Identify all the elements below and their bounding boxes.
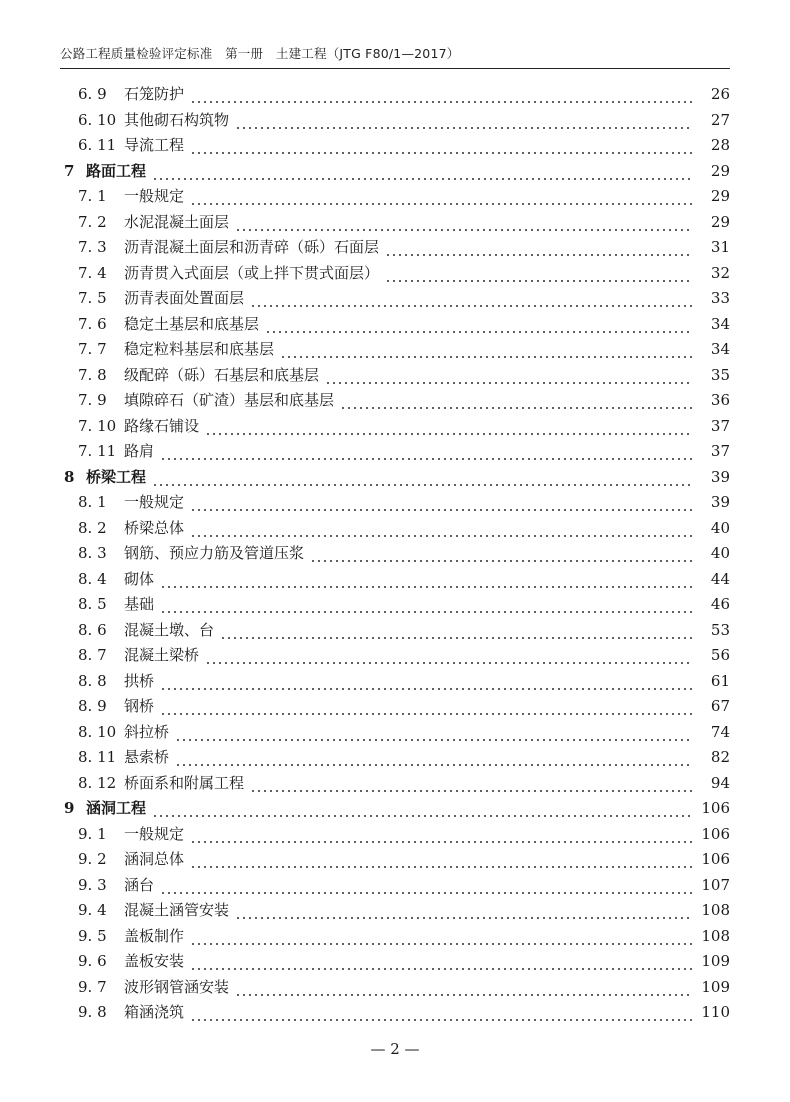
dot-leader xyxy=(250,771,692,797)
toc-entry-page: 94 xyxy=(710,773,730,792)
toc-section-entry[interactable] xyxy=(60,490,730,516)
toc-entry-number: 9. 8 xyxy=(78,1003,107,1021)
toc-section-entry[interactable] xyxy=(60,184,730,210)
toc-entry-number: 7. 3 xyxy=(78,238,107,256)
toc-section-entry[interactable] xyxy=(60,847,730,873)
toc-entry-number: 7. 11 xyxy=(78,442,117,460)
toc-entry-title: 石笼防护 xyxy=(124,85,185,103)
dot-leader xyxy=(175,745,692,771)
toc-section-entry[interactable] xyxy=(60,924,730,950)
toc-entry-title: 导流工程 xyxy=(124,136,185,154)
toc-entry-title: 一般规定 xyxy=(124,187,185,205)
toc-entry-page: 33 xyxy=(710,289,730,307)
toc-entry-page: 110 xyxy=(701,1003,730,1021)
toc-section-entry[interactable] xyxy=(60,694,730,720)
toc-entry-title: 混凝土梁桥 xyxy=(124,646,200,664)
toc-entry-page: 29 xyxy=(710,187,730,205)
dot-leader xyxy=(250,286,692,312)
toc-entry-page: 108 xyxy=(701,926,730,945)
toc-section-entry[interactable] xyxy=(60,516,730,542)
dot-leader xyxy=(235,108,692,134)
toc-section-entry[interactable] xyxy=(60,388,730,414)
toc-entry-page: 109 xyxy=(701,977,730,996)
dot-leader xyxy=(385,261,692,287)
toc-entry-title: 桥梁总体 xyxy=(124,518,185,537)
toc-section-entry[interactable] xyxy=(60,82,730,108)
toc-entry-number: 7. 9 xyxy=(78,391,107,409)
toc-entry-page: 34 xyxy=(710,314,730,333)
dot-leader xyxy=(265,312,692,338)
toc-entry-title: 斜拉桥 xyxy=(124,722,170,741)
toc-entry-title: 其他砌石构筑物 xyxy=(124,110,230,129)
dot-leader xyxy=(152,159,692,185)
toc-entry-title: 箱涵浇筑 xyxy=(124,1003,185,1021)
toc-entry-page: 35 xyxy=(710,365,730,384)
toc-entry-page: 26 xyxy=(710,85,730,103)
toc-section-entry[interactable] xyxy=(60,949,730,975)
dot-leader xyxy=(235,975,692,1001)
toc-entry-title: 级配碎（砾）石基层和底基层 xyxy=(124,365,320,384)
toc-section-entry[interactable] xyxy=(60,771,730,797)
toc-section-entry[interactable] xyxy=(60,873,730,899)
toc-entry-number: 8 xyxy=(64,467,75,486)
toc-entry-page: 37 xyxy=(710,416,730,435)
toc-entry-number: 7. 4 xyxy=(78,263,107,282)
toc-entry-number: 9. 6 xyxy=(78,952,107,970)
toc-entry-page: 44 xyxy=(710,569,730,588)
toc-entry-page: 31 xyxy=(710,238,730,256)
toc-entry-title: 路面工程 xyxy=(86,161,147,180)
toc-entry-title: 钢筋、预应力筋及管道压浆 xyxy=(124,544,305,562)
running-header: 公路工程质量检验评定标准 第一册 土建工程（JTG F80/1—2017） xyxy=(60,46,460,61)
toc-entry-page: 29 xyxy=(710,212,730,231)
toc-entry-page: 74 xyxy=(710,722,730,741)
toc-entry-page: 53 xyxy=(710,620,730,639)
toc-entry-number: 8. 11 xyxy=(78,748,117,766)
toc-entry-number: 7 xyxy=(64,161,75,180)
dot-leader xyxy=(160,439,692,465)
toc-section-entry[interactable] xyxy=(60,592,730,618)
toc-entry-title: 填隙碎石（矿渣）基层和底基层 xyxy=(124,391,335,409)
toc-section-entry[interactable] xyxy=(60,822,730,848)
toc-entry-title: 盖板安装 xyxy=(124,952,185,970)
toc-section-entry[interactable] xyxy=(60,541,730,567)
toc-section-entry[interactable] xyxy=(60,312,730,338)
dot-leader xyxy=(205,414,692,440)
dot-leader xyxy=(190,924,692,950)
toc-section-entry[interactable] xyxy=(60,745,730,771)
dot-leader xyxy=(340,388,692,414)
dot-leader xyxy=(160,873,692,899)
toc-entry-page: 40 xyxy=(710,544,730,562)
dot-leader xyxy=(190,184,692,210)
dot-leader xyxy=(385,235,692,261)
page-number: — 2 — xyxy=(370,1040,420,1058)
toc-entry-page: 107 xyxy=(701,875,730,894)
toc-entry-number: 9. 4 xyxy=(78,901,107,919)
dot-leader xyxy=(160,592,692,618)
toc-entry-number: 8. 12 xyxy=(78,773,117,792)
toc-entry-number: 7. 10 xyxy=(78,416,117,435)
toc-entry-number: 8. 3 xyxy=(78,544,107,562)
toc-section-entry[interactable] xyxy=(60,133,730,159)
table-of-contents xyxy=(60,82,730,1026)
toc-entry-title: 波形钢管涵安装 xyxy=(124,977,230,996)
toc-entry-title: 水泥混凝土面层 xyxy=(124,212,230,231)
toc-entry-title: 钢桥 xyxy=(124,697,155,715)
toc-entry-page: 36 xyxy=(710,391,730,409)
toc-entry-page: 29 xyxy=(710,161,730,180)
toc-entry-title: 桥梁工程 xyxy=(86,467,147,486)
dot-leader xyxy=(152,465,692,491)
toc-entry-number: 9. 2 xyxy=(78,850,107,868)
toc-entry-page: 56 xyxy=(710,646,730,664)
dot-leader xyxy=(175,720,692,746)
toc-section-entry[interactable] xyxy=(60,669,730,695)
dot-leader xyxy=(160,694,692,720)
toc-entry-title: 沥青表面处置面层 xyxy=(124,289,245,307)
toc-entry-page: 82 xyxy=(710,748,730,766)
toc-section-entry[interactable] xyxy=(60,261,730,287)
dot-leader xyxy=(190,516,692,542)
toc-section-entry[interactable] xyxy=(60,363,730,389)
toc-chapter-entry[interactable] xyxy=(60,159,730,185)
toc-section-entry[interactable] xyxy=(60,567,730,593)
toc-entry-number: 9. 1 xyxy=(78,824,107,843)
toc-entry-number: 9 xyxy=(64,799,75,817)
toc-entry-page: 32 xyxy=(710,263,730,282)
toc-entry-number: 8. 8 xyxy=(78,671,107,690)
toc-entry-number: 7. 1 xyxy=(78,187,107,205)
dot-leader xyxy=(152,796,692,822)
toc-entry-title: 路缘石铺设 xyxy=(124,416,200,435)
toc-entry-page: 109 xyxy=(701,952,730,970)
dot-leader xyxy=(190,82,692,108)
toc-entry-number: 8. 4 xyxy=(78,569,107,588)
toc-section-entry[interactable] xyxy=(60,439,730,465)
toc-section-entry[interactable] xyxy=(60,235,730,261)
dot-leader xyxy=(235,210,692,236)
dot-leader xyxy=(190,822,692,848)
dot-leader xyxy=(190,133,692,159)
toc-entry-number: 8. 10 xyxy=(78,722,117,741)
toc-section-entry[interactable] xyxy=(60,975,730,1001)
toc-entry-title: 涵台 xyxy=(124,875,155,894)
toc-entry-title: 涵洞工程 xyxy=(86,799,147,817)
toc-entry-title: 沥青混凝土面层和沥青碎（砾）石面层 xyxy=(124,238,380,256)
toc-entry-number: 8. 6 xyxy=(78,620,107,639)
toc-entry-page: 106 xyxy=(701,799,730,817)
toc-entry-number: 7. 5 xyxy=(78,289,107,307)
toc-entry-number: 7. 2 xyxy=(78,212,107,231)
toc-entry-page: 27 xyxy=(710,110,730,129)
toc-entry-title: 一般规定 xyxy=(124,824,185,843)
toc-entry-number: 7. 6 xyxy=(78,314,107,333)
dot-leader xyxy=(160,567,692,593)
toc-entry-page: 39 xyxy=(710,493,730,511)
toc-entry-title: 一般规定 xyxy=(124,493,185,511)
dot-leader xyxy=(205,643,692,669)
toc-section-entry[interactable] xyxy=(60,414,730,440)
toc-entry-number: 9. 3 xyxy=(78,875,107,894)
toc-entry-page: 39 xyxy=(710,467,730,486)
dot-leader xyxy=(235,898,692,924)
toc-entry-title: 拱桥 xyxy=(124,671,155,690)
toc-entry-title: 盖板制作 xyxy=(124,926,185,945)
toc-entry-page: 46 xyxy=(710,595,730,613)
toc-entry-page: 37 xyxy=(710,442,730,460)
toc-chapter-entry[interactable] xyxy=(60,796,730,822)
toc-section-entry[interactable] xyxy=(60,210,730,236)
dot-leader xyxy=(190,490,692,516)
toc-entry-title: 涵洞总体 xyxy=(124,850,185,868)
toc-entry-number: 6. 10 xyxy=(78,110,117,129)
toc-entry-title: 路肩 xyxy=(124,442,155,460)
toc-entry-page: 28 xyxy=(710,136,730,154)
toc-entry-title: 稳定粒料基层和底基层 xyxy=(124,340,275,358)
toc-entry-title: 混凝土墩、台 xyxy=(124,620,215,639)
toc-entry-page: 106 xyxy=(701,850,730,868)
toc-section-entry[interactable] xyxy=(60,720,730,746)
dot-leader xyxy=(160,669,692,695)
toc-entry-number: 9. 5 xyxy=(78,926,107,945)
toc-section-entry[interactable] xyxy=(60,643,730,669)
dot-leader xyxy=(220,618,692,644)
toc-entry-number: 8. 1 xyxy=(78,493,107,511)
toc-entry-number: 8. 9 xyxy=(78,697,107,715)
toc-entry-number: 7. 7 xyxy=(78,340,107,358)
toc-entry-number: 8. 2 xyxy=(78,518,107,537)
toc-entry-title: 稳定土基层和底基层 xyxy=(124,314,260,333)
toc-section-entry[interactable] xyxy=(60,1000,730,1026)
dot-leader xyxy=(190,847,692,873)
toc-entry-number: 8. 5 xyxy=(78,595,107,613)
toc-entry-title: 沥青贯入式面层（或上拌下贯式面层） xyxy=(124,263,380,282)
toc-entry-number: 7. 8 xyxy=(78,365,107,384)
dot-leader xyxy=(310,541,692,567)
toc-entry-number: 6. 11 xyxy=(78,136,117,154)
toc-section-entry[interactable] xyxy=(60,108,730,134)
toc-entry-page: 106 xyxy=(701,824,730,843)
toc-entry-title: 悬索桥 xyxy=(124,748,170,766)
toc-entry-page: 108 xyxy=(701,901,730,919)
toc-entry-number: 8. 7 xyxy=(78,646,107,664)
toc-entry-page: 40 xyxy=(710,518,730,537)
toc-section-entry[interactable] xyxy=(60,898,730,924)
toc-entry-page: 34 xyxy=(710,340,730,358)
header-rule xyxy=(60,68,730,69)
dot-leader xyxy=(190,1000,692,1026)
toc-section-entry[interactable] xyxy=(60,337,730,363)
dot-leader xyxy=(190,949,692,975)
toc-entry-number: 6. 9 xyxy=(78,85,107,103)
toc-section-entry[interactable] xyxy=(60,286,730,312)
toc-section-entry[interactable] xyxy=(60,618,730,644)
toc-entry-title: 混凝土涵管安装 xyxy=(124,901,230,919)
toc-entry-title: 桥面系和附属工程 xyxy=(124,773,245,792)
dot-leader xyxy=(280,337,692,363)
toc-entry-title: 基础 xyxy=(124,595,155,613)
toc-entry-page: 61 xyxy=(710,671,730,690)
toc-chapter-entry[interactable] xyxy=(60,465,730,491)
dot-leader xyxy=(325,363,692,389)
toc-entry-title: 砌体 xyxy=(124,569,155,588)
toc-entry-number: 9. 7 xyxy=(78,977,107,996)
toc-entry-page: 67 xyxy=(710,697,730,715)
